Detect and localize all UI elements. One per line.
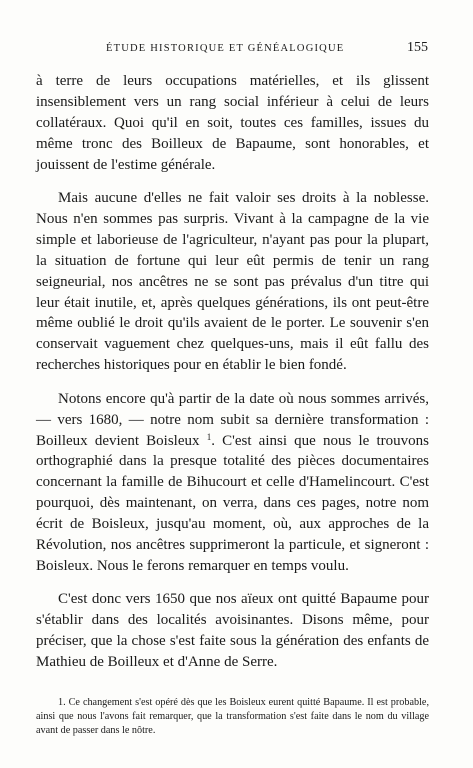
footnote-text: Ce changement s'est opéré dès que les Boisleux eurent quitté Bapaume. Il est probable, ainsi que nous l'avons fait remarquer, que la transformation s'est faite dans le nom du village avant de passer dans le nôtre. xyxy=(36,697,429,736)
footnote-reference: 1 xyxy=(206,431,212,442)
footnote-paragraph xyxy=(36,696,429,737)
footnote-number: 1. xyxy=(58,697,66,708)
running-title: ÉTUDE HISTORIQUE ET GÉNÉALOGIQUE xyxy=(106,43,345,54)
running-head xyxy=(30,40,428,60)
footnote xyxy=(36,696,429,737)
paragraph-3-text-after-note: . C'est ainsi que nous le trouvons orthographié dans la presque totalité des pièces documentaires concernant la famille de Bihucourt et celle d'Hamelincourt. C'est pourquoi, dès maintenant, on verra, dans ces pages, notre nom écrit de Boisleux, jusqu'au moment, où, aux approches de la Révolution, nos ancêtres supprimeront la particule, et signeront : Boisleux. Nous le ferons remarquer en temps voulu. xyxy=(36,432,429,574)
body-text xyxy=(36,71,429,685)
paragraph-3-text-before-note: Notons encore qu'à partir de la date où nous sommes arrivés, — vers 1680, — notre nom subit sa dernière transformation : Boilleux devient Boisleux xyxy=(36,390,429,449)
paragraph-1: à terre de leurs occupations matérielles, et ils glissent insensiblement vers un rang social inférieur à celui de leurs collatéraux. Quoi qu'il en soit, toutes ces familles, issues du même tronc des Boilleux de Bapaume, sont honorables, et jouissent de l'estime générale. xyxy=(36,73,429,173)
page-number: 155 xyxy=(407,40,428,55)
paragraph-4: C'est donc vers 1650 que nos aïeux ont quitté Bapaume pour s'établir dans des localités avoisinantes. Disons même, pour préciser, que la chose s'est faite sous la génération des enfants de Mathieu de Boilleux et d'Anne de Serre. xyxy=(36,591,429,671)
paragraph-2: Mais aucune d'elles ne fait valoir ses droits à la noblesse. Nous n'en sommes pas surpris. Vivant à la campagne de la vie simple et laborieuse de l'agriculteur, n'ayant pas pour la plupart, la situation de fortune qui leur eût permis de tenir un rang seigneurial, nos ancêtres ne se sont pas prévalus d'un titre qui leur était inutile, et, après quelques générations, ils ont peut-être même oublié le droit qu'ils avaient de le porter. Le souvenir s'en conservait vaguement chez quelques-uns, mais il eût fallu des recherches historiques pour en établir le bien fondé. xyxy=(36,190,429,374)
paragraph-3 xyxy=(36,389,429,577)
